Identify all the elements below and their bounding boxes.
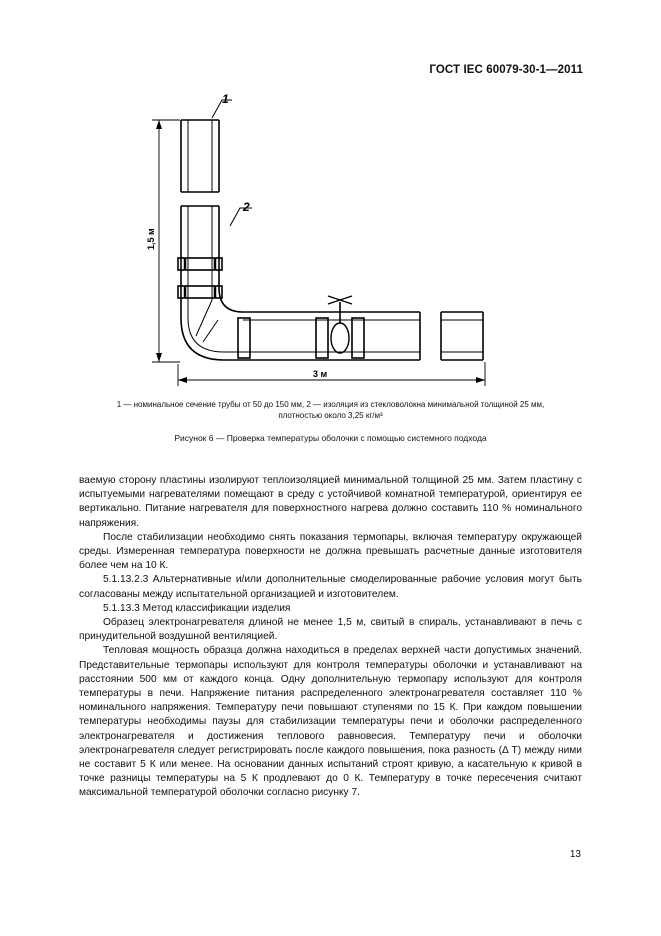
document-code: ГОСТ IEC 60079-30-1—2011 (429, 64, 583, 76)
section-heading: 5.1.13.3 Метод классификации изделия (103, 602, 291, 614)
paragraph: Образец электронагревателя длиной не менее 1,5 м, свитый в спираль, устанавливают в печь с принудительной воздушной вентиляцией. (79, 617, 582, 643)
label-2: 2 (243, 200, 250, 214)
paragraph: Тепловая мощность образца должна находиться в пределах верхней части допустимых значений. Представительные термопары используют для контроля температуры оболочки и устанавливают на расстоянии 500 мм от каждого конца. Одну дополнительную термопару используют для контроля температуры в печи. Напряжение питания распределенного электронагревателя составляет 110 % номинального напряжения. Температуру печи повышают ступенями по 15 К. При каждом повышении температуры необходимы паузы для стабилизации температуры печи и оболочки распределенного электронагревателя и достижения теплового равновесия. Температуру печи и оболочки электронагревателя следует регистрировать после каждого повышения, пока разность (Δ T) между ними не составит 5 К или менее. На основании данных испытаний строят кривую, а касательную к кривой в точке разницы температуры на 5 К продлевают до 0 К. Температуру в точке пересечения считают максимальной температурой оболочки согласно рисунку 7. (79, 645, 582, 799)
figure-legend-line1: 1 — номинальное сечение трубы от 50 до 150 мм, 2 — изоляция из стекловолокна минимальной толщиной 25 мм, (116, 400, 545, 409)
figure-legend-line2: плотностью около 3,25 кг/м³ (278, 411, 383, 420)
pipe-diagram (0, 0, 661, 400)
dimension-vertical: 1,5 м (146, 228, 156, 250)
body-text (79, 474, 582, 801)
paragraph: ваемую сторону пластины изолируют теплоизоляцией минимальной толщиной 25 мм. Затем пластину с испытуемыми нагревателями помещают в среду с устойчивой комнатной температурой, ориентируя ее вертикально. Питание нагревателя для поверхностного нагрева должно составить 110 % номинального напряжения. (79, 475, 582, 529)
dimension-horizontal: 3 м (313, 369, 328, 379)
figure-caption: Рисунок 6 — Проверка температуры оболочки с помощью системного подхода (174, 433, 487, 443)
label-1: 1 (222, 92, 229, 106)
paragraph: 5.1.13.2.3 Альтернативные и/или дополнительные смоделированные рабочие условия могут быть согласованы между испытательной организацией и изготовителем. (79, 574, 582, 600)
page-number: 13 (569, 849, 581, 860)
paragraph: После стабилизации необходимо снять показания термопары, включая температуру окружающей среды. Измеренная температура поверхности не должна превышать расчетные данные изготовителя более чем на 10 К. (79, 531, 582, 572)
